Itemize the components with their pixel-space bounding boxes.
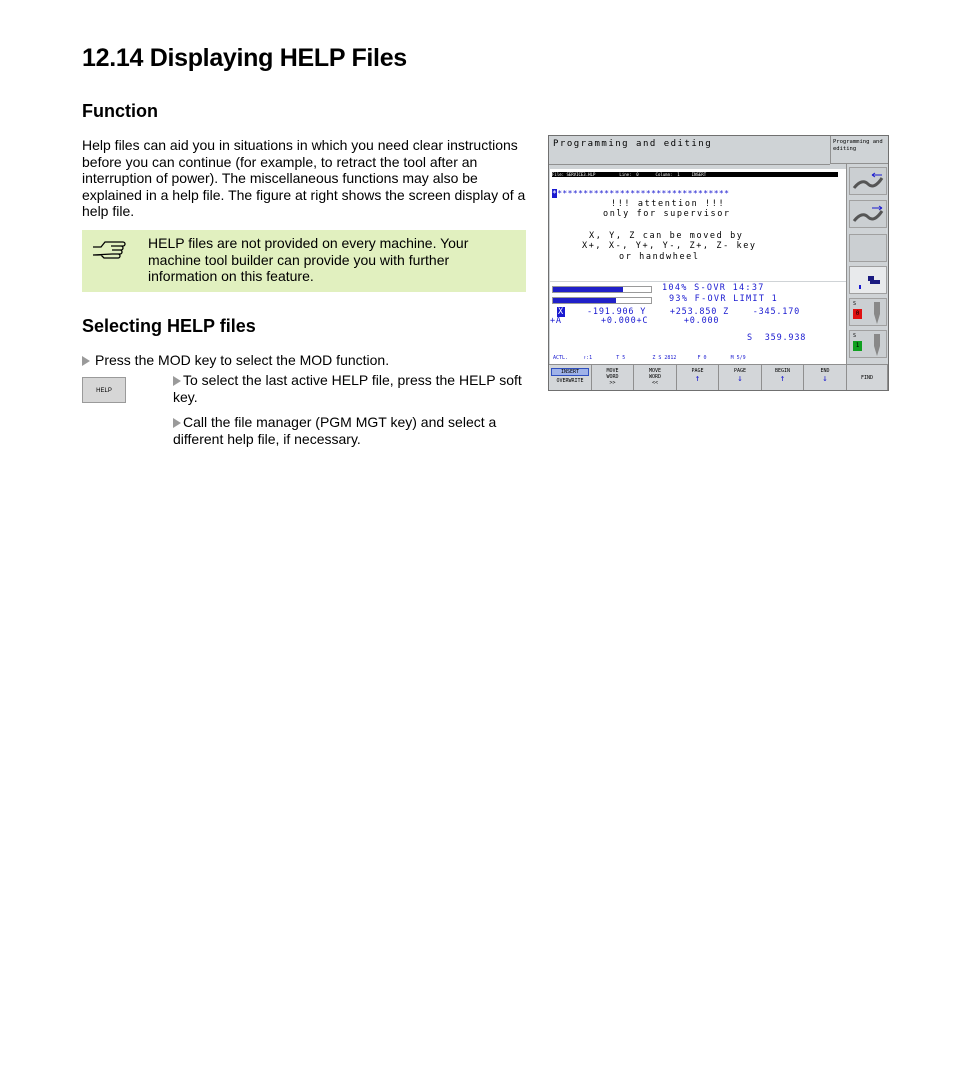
axis-a-label: +A (550, 316, 562, 326)
softkey-insert-overwrite[interactable]: INSERT OVERWRITE (549, 364, 592, 390)
side-key-spindle-stop[interactable]: S 0 (849, 298, 887, 326)
help-line-3: X, Y, Z can be moved by (589, 231, 744, 241)
softkey-page-up[interactable]: PAGE ↑ (677, 364, 719, 390)
spindle-icon (870, 302, 884, 324)
side-key-2[interactable] (849, 200, 887, 228)
bullet-triangle-icon (173, 418, 181, 428)
coolant-tap-icon (850, 267, 886, 293)
function-paragraph: Help files can aid you in situations in which you need clear instructions before you can continue (for example, to retract the tool after an interruption of power). The miscellaneous functions may also be explained in a help file. The figure at right shows the screen display of a help file. (82, 137, 526, 219)
stars-line: ********************************** (552, 189, 730, 198)
bullet-triangle-icon (173, 376, 181, 386)
screen-mode-title: Programming and editing (553, 139, 713, 149)
help-file-area (550, 169, 846, 281)
retract-right-icon (850, 201, 886, 227)
side-key-coolant[interactable] (849, 266, 887, 294)
help-line-5: or handwheel (619, 252, 700, 262)
help-line-2: only for supervisor (603, 209, 731, 219)
screen-softkey-row (549, 364, 888, 390)
help-line-4: X+, X-, Y+, Y-, Z+, Z- key (582, 241, 757, 251)
spindle-override: 104% S-OVR 14:37 (662, 283, 765, 293)
spindle-position: S 359.938 (747, 333, 807, 343)
softkey-page-down[interactable]: PAGE ↓ (719, 364, 762, 390)
feed-override: 93% F-OVR LIMIT 1 (669, 294, 779, 304)
step-1: Press the MOD key to select the MOD function. (82, 352, 526, 369)
side-softkey-panel (846, 164, 889, 364)
softkey-move-word-left[interactable]: MOVE WORD << (634, 364, 677, 390)
side-key-3[interactable] (849, 234, 887, 262)
spindle-override-fill (553, 287, 623, 292)
spindle-icon (870, 334, 884, 356)
spindle-override-bar (552, 286, 652, 293)
bullet-triangle-icon (82, 356, 90, 366)
help-line-1: !!! attention !!! (611, 199, 726, 209)
position-line-1: -191.906 Y +253.850 Z -345.170 (587, 307, 801, 317)
retract-left-icon (850, 168, 886, 194)
softkey-begin[interactable]: BEGIN ↑ (762, 364, 804, 390)
step-3: Call the file manager (PGM MGT key) and select a different help file, if necessary. (173, 414, 497, 447)
step-2: To select the last active HELP file, press the HELP soft key. (173, 372, 522, 405)
screen-mode-small: Programming and editing (830, 136, 888, 164)
feed-override-fill (553, 298, 616, 303)
softkey-move-word-right[interactable]: MOVE WORD >> (592, 364, 634, 390)
page-title: 12.14 Displaying HELP Files (82, 44, 407, 72)
selecting-heading: Selecting HELP files (82, 316, 256, 336)
feed-override-bar (552, 297, 652, 304)
actl-status-line: ACTL. ↑:1 T 5 Z S 2812 F 0 M 5/9 (553, 355, 746, 361)
screen-header (549, 136, 830, 165)
axis-x-label: X (558, 307, 564, 317)
side-key-spindle-start[interactable]: S 1 (849, 330, 887, 358)
help-softkey[interactable]: HELP (82, 377, 126, 403)
file-status-bar: File: SERVICE3.HLP Line: 0 Column: 1 INSERT (552, 172, 838, 177)
softkey-end[interactable]: END ↓ (804, 364, 847, 390)
pointing-hand-icon (90, 238, 128, 264)
function-heading: Function (82, 101, 158, 121)
side-key-1[interactable] (849, 167, 887, 195)
softkey-find[interactable]: FIND (847, 364, 888, 390)
note-text: HELP files are not provided on every machine. Your machine tool builder can provide you with further information on this feature. (148, 235, 469, 284)
control-screen-figure (548, 135, 889, 391)
note-box (82, 230, 526, 292)
position-line-2: +0.000+C +0.000 (601, 316, 720, 326)
